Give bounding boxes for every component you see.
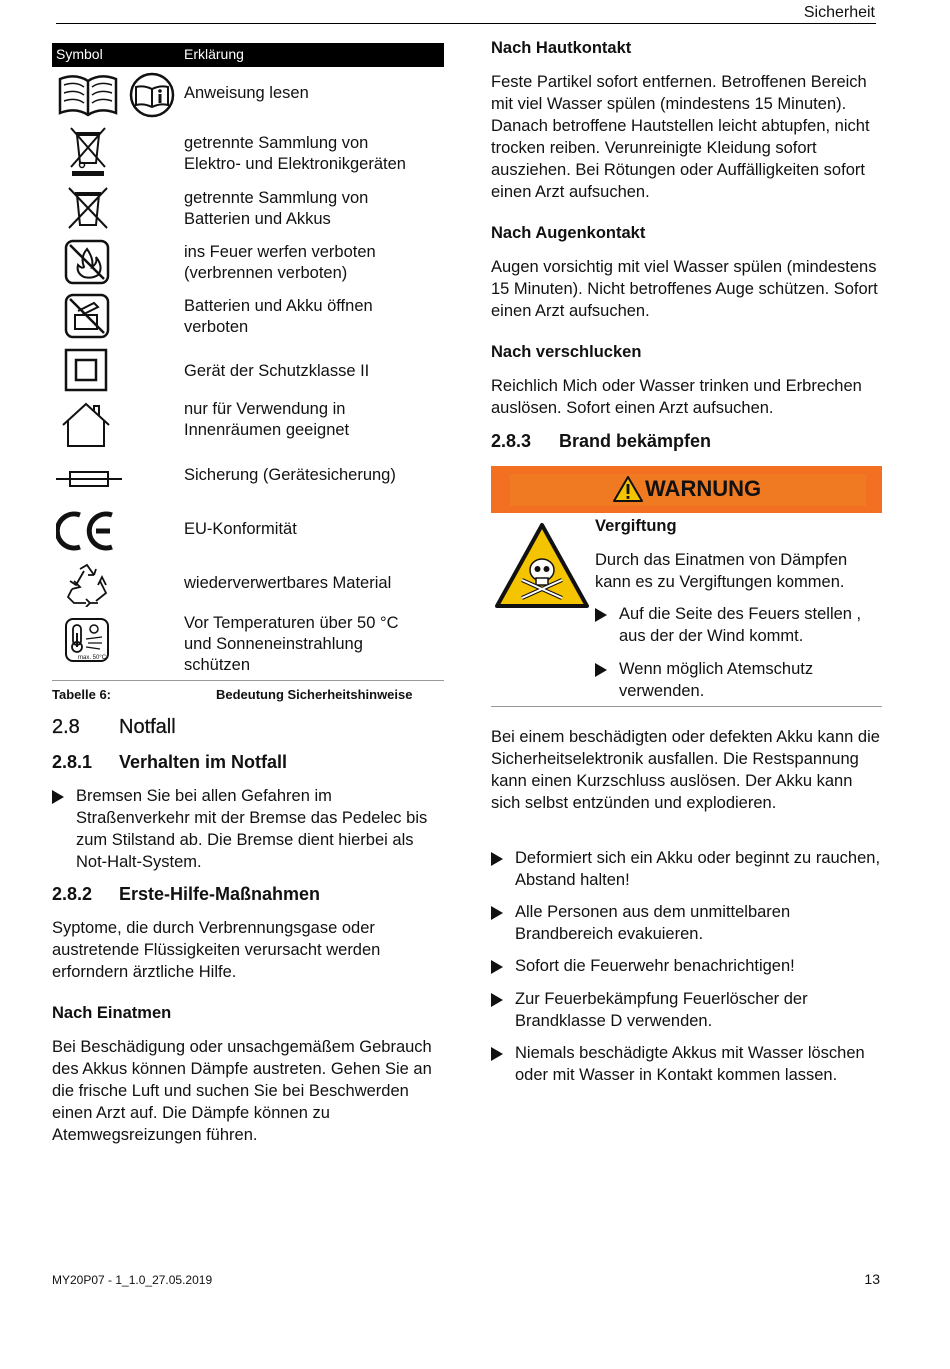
table-row [52,561,444,609]
no-fire-icon [64,239,110,285]
fuse-icon [56,467,122,491]
battery-bin-icon [66,185,110,231]
table-header [52,43,444,67]
column-header-symbol: Symbol [56,46,103,62]
section-number: 2.8 [52,716,80,738]
bullet-arrow-icon [491,1047,503,1061]
list-item-text: Niemals beschädigte Akkus mit Wasser löschen oder mit Wasser in Kontakt kommen lassen. [515,1044,865,1084]
row-text: getrennte Sammlung von Batterien und Akkus [184,189,369,228]
bullet-arrow-icon [491,960,503,974]
list-item-text: Deformiert sich ein Akku oder beginnt zu rauchen, Abstand halten! [515,849,881,889]
bullet-arrow-icon [595,663,607,677]
warning-bottom-rule [491,706,882,707]
subsection-title: Erste-Hilfe-Maßnahmen [119,884,321,904]
table-row [52,461,444,497]
table-caption-label: Tabelle 6: [52,687,112,702]
table-row [52,507,444,555]
toxic-skull-icon [494,522,590,610]
row-text: ins Feuer werfen verboten (verbrennen verboten) [184,243,376,282]
symbol-table [52,43,444,674]
table-caption-text: Bedeutung Sicherheitshinweise [216,687,413,702]
row-text: Batterien und Akku öffnen verboten [184,297,373,336]
warning-label: WARNUNG [645,476,762,501]
table-row [52,125,444,181]
paragraph: Reichlich Mich oder Wasser trinken und Erbrechen auslösen. Sofort einen Arzt aufsuchen. [491,377,862,417]
temperature-icon [64,617,110,663]
paragraph-heading: Nach Hautkontakt [491,39,632,57]
row-text: Sicherung (Gerätesicherung) [184,466,396,484]
temperature-icon-label: max. 50°C [78,655,107,661]
warning-text: Durch das Einatmen von Dämpfen kann es zu Vergiftungen kommen. [595,551,848,591]
table-row [52,237,444,289]
paragraph: Bei Beschädigung oder unsachgemäßem Gebrauch des Akkus können Dämpfe austreten. Gehen Sie an die frische Luft und suchen Sie bei Beschwerden einen Arzt auf. Die Dämpfe können zu Atemwegsreizungen führen. [52,1038,432,1144]
no-open-icon [64,293,110,339]
row-text: Gerät der Schutzklasse II [184,362,370,380]
column-header-explanation: Erklärung [184,46,244,62]
subsection-title: Brand bekämpfen [559,431,712,451]
table-row [52,347,444,393]
table-bottom-rule [52,680,444,681]
bullet-arrow-icon [52,790,64,804]
row-text: wiederverwertbares Material [184,574,392,592]
list-item [491,988,883,1032]
bullet-arrow-icon [491,906,503,920]
row-text: nur für Verwendung in Innenräumen geeignet [184,400,350,439]
row-text: EU-Konformität [184,520,297,538]
table-row [52,613,444,679]
paragraph: Augen vorsichtig mit viel Wasser spülen (mindestens 15 Minuten). Nicht betroffenes Auge schützen. Sofort einen Arzt aufsuchen. [491,258,878,320]
section-title: Notfall [119,716,176,738]
row-text: Vor Temperaturen über 50 °C und Sonneneinstrahlung schützen [184,614,399,674]
paragraph: Feste Partikel sofort entfernen. Betroffenen Bereich mit viel Wasser spülen (mindestens 15 Minuten). Danach betroffene Hautstellen leicht abtupfen, nicht trocken reiben. Verunreinigte Kleidung sofort ausziehen. Bei Rötungen oder Auffälligkeiten sofort einen Arzt aufsuchen. [491,73,870,201]
warning-title: Vergiftung [595,517,677,535]
bullet-arrow-icon [595,608,607,622]
list-item [491,847,883,891]
weee-bin-icon [68,125,108,177]
subsection-number: 2.8.3 [491,431,532,451]
subsection-number: 2.8.2 [52,884,93,904]
list-item [595,658,882,702]
running-header: Sicherheit [803,4,875,21]
list-item [52,785,444,873]
paragraph: Bei einem beschädigten oder defekten Akku kann die Sicherheitselektronik ausfallen. Die Restspannung kann einen Kurzschluss auslösen. Der Akku kann sich selbst entzünden und explodieren. [491,728,880,812]
footer-document-id: MY20P07 - 1_1.0_27.05.2019 [52,1273,213,1287]
table-row [52,291,444,343]
list-item-text: Auf die Seite des Feuers stellen , aus der der Wind kommt. [619,605,862,645]
subsection-title: Verhalten im Notfall [119,752,288,772]
paragraph-heading: Nach verschlucken [491,343,642,361]
list-item [491,1042,883,1086]
list-item-text: Bremsen Sie bei allen Gefahren im Straßenverkehr mit der Bremse das Pedelec bis zum Stilstand ab. Die Bremse dient hierbei als Not-Halt-System. [76,787,428,871]
bullet-arrow-icon [491,852,503,866]
list-item-text: Alle Personen aus dem unmittelbaren Brandbereich evakuieren. [515,903,791,943]
row-text: Anweisung lesen [184,84,309,102]
paragraph-heading: Nach Einatmen [52,1004,172,1022]
class-ii-icon [64,348,108,392]
list-item [595,603,882,647]
bullet-arrow-icon [491,993,503,1007]
manual-book-icon [56,71,176,119]
table-row [52,399,444,451]
list-item-text: Wenn möglich Atemschutz verwenden. [619,660,814,700]
recycle-icon [64,563,110,607]
paragraph-heading: Nach Augenkontakt [491,224,646,242]
subsection-number: 2.8.1 [52,752,93,772]
list-item [491,955,883,977]
indoor-house-icon [60,401,112,449]
ce-mark-icon [56,509,120,553]
row-text: getrennte Sammlung von Elektro- und Elektronikgeräten [184,134,406,173]
paragraph: Syptome, die durch Verbrennungsgase oder austretende Flüssigkeiten verursacht werden erforndern ärztliche Hilfe. [52,919,381,981]
page-number: 13 [864,1271,880,1287]
table-row [52,183,444,233]
header-rule [56,23,876,24]
warning-triangle-icon [612,475,644,503]
list-item-text: Sofort die Feuerwehr benachrichtigen! [515,957,795,975]
list-item-text: Zur Feuerbekämpfung Feuerlöscher der Brandklasse D verwenden. [515,990,808,1030]
table-row [52,71,444,121]
list-item [491,901,883,945]
